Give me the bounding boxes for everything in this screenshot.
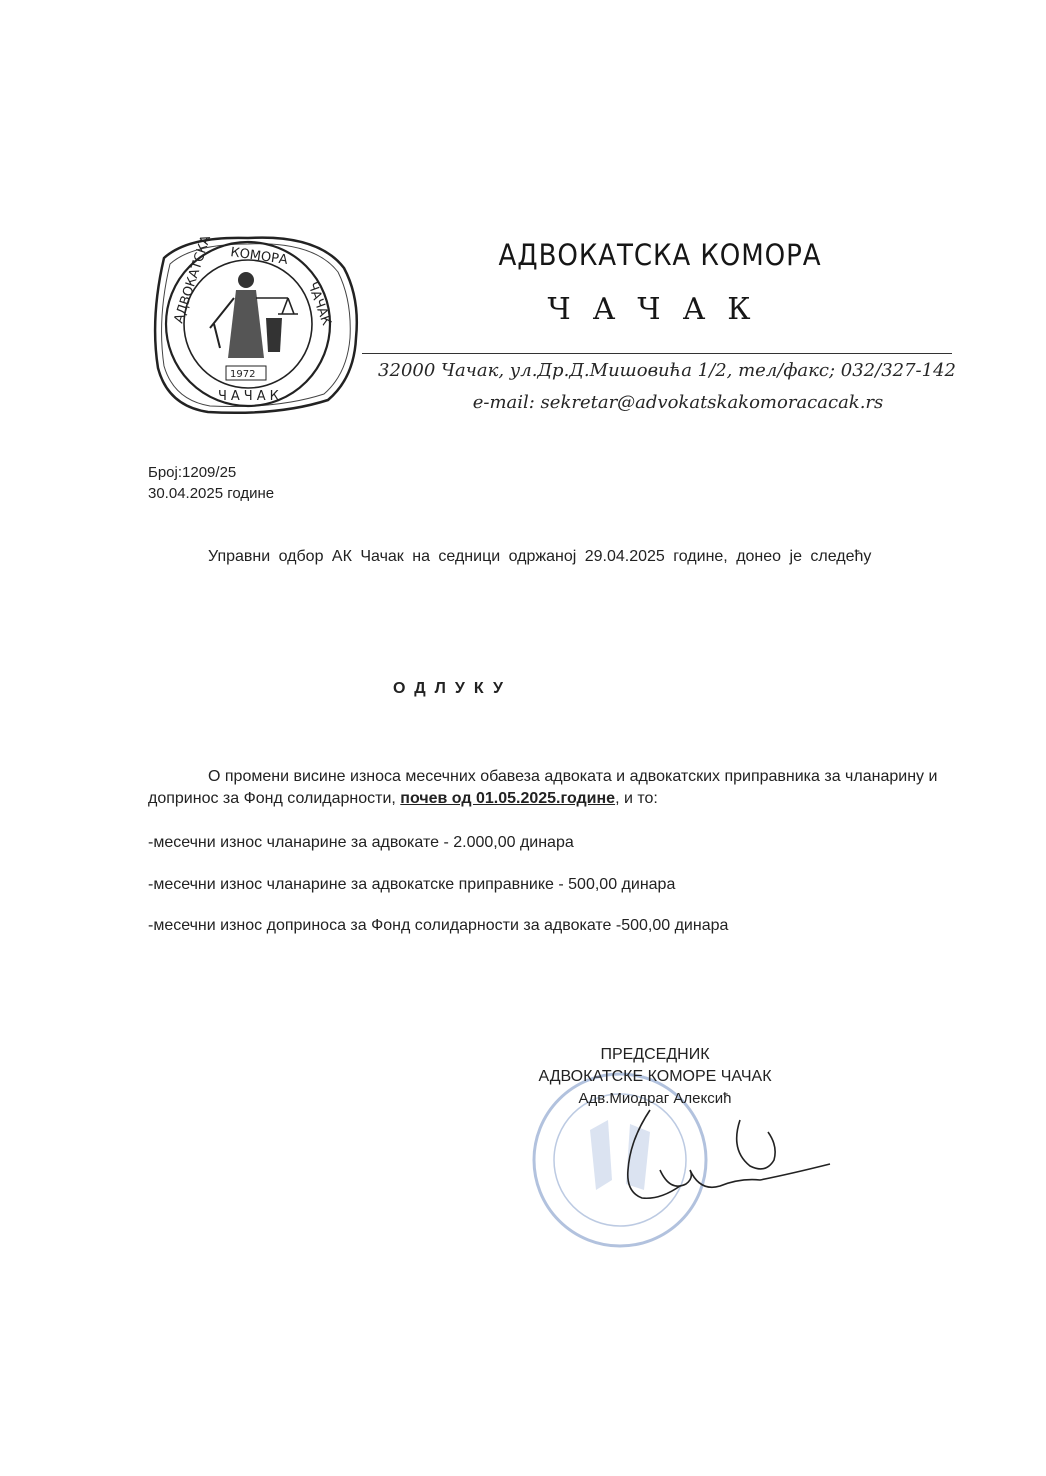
- fee-item: -месечни износ чланарине за адвокате - 2.000,00 динара: [148, 834, 574, 851]
- organization-city: ЧАЧАК: [547, 292, 773, 327]
- svg-text:ЧАЧАК: ЧАЧАК: [218, 389, 283, 404]
- fee-item: -месечни износ доприноса за Фонд солидарности за адвокате -500,00 динара: [148, 917, 729, 934]
- signatory-organization: АДВОКАТСКЕ КОМОРЕ ЧАЧАК: [538, 1068, 772, 1085]
- effective-date: почев од 01.05.2025.године: [400, 790, 616, 807]
- reference-date: 30.04.2025 године: [148, 485, 275, 502]
- subject-suffix: , и то:: [615, 790, 658, 807]
- address-line: 32000 Чачак, ул.Др.Д.Мишовића 1/2, тел/факс; 032/327-142: [378, 360, 956, 381]
- decision-title: ОДЛУКУ: [393, 680, 512, 697]
- svg-text:АДВОКАТСКА: АДВОКАТСКА: [171, 233, 215, 326]
- subject-paragraph: [148, 766, 954, 810]
- signature-icon: [590, 1100, 840, 1220]
- intro-paragraph: Управни одбор АК Чачак на седници одржаној 29.04.2025 године, донео је следећу: [208, 548, 872, 565]
- svg-text:1972: 1972: [230, 369, 256, 380]
- signatory-title: ПРЕДСЕДНИК: [600, 1046, 710, 1063]
- seal-icon: [148, 228, 362, 418]
- svg-text:ЧАЧАК: ЧАЧАК: [304, 280, 334, 328]
- email-line: e-mail: sekretar@advokatskakomoracacak.rs: [472, 392, 884, 413]
- reference-number: Број:1209/25: [148, 464, 237, 481]
- fee-item: -месечни износ чланарине за адвокатске приправнике - 500,00 динара: [148, 876, 676, 893]
- subject-text: О промени висине износа месечних обавеза адвоката и адвокатских приправника за чланарину и допринос за Фонд солидарности,: [148, 768, 938, 807]
- svg-text:КОМОРА: КОМОРА: [229, 245, 289, 268]
- organization-name: АДВОКАТСКА КОМОРА: [498, 238, 822, 272]
- signatory-name: Адв.Миодраг Алексић: [578, 1090, 732, 1107]
- header-divider: [362, 353, 952, 354]
